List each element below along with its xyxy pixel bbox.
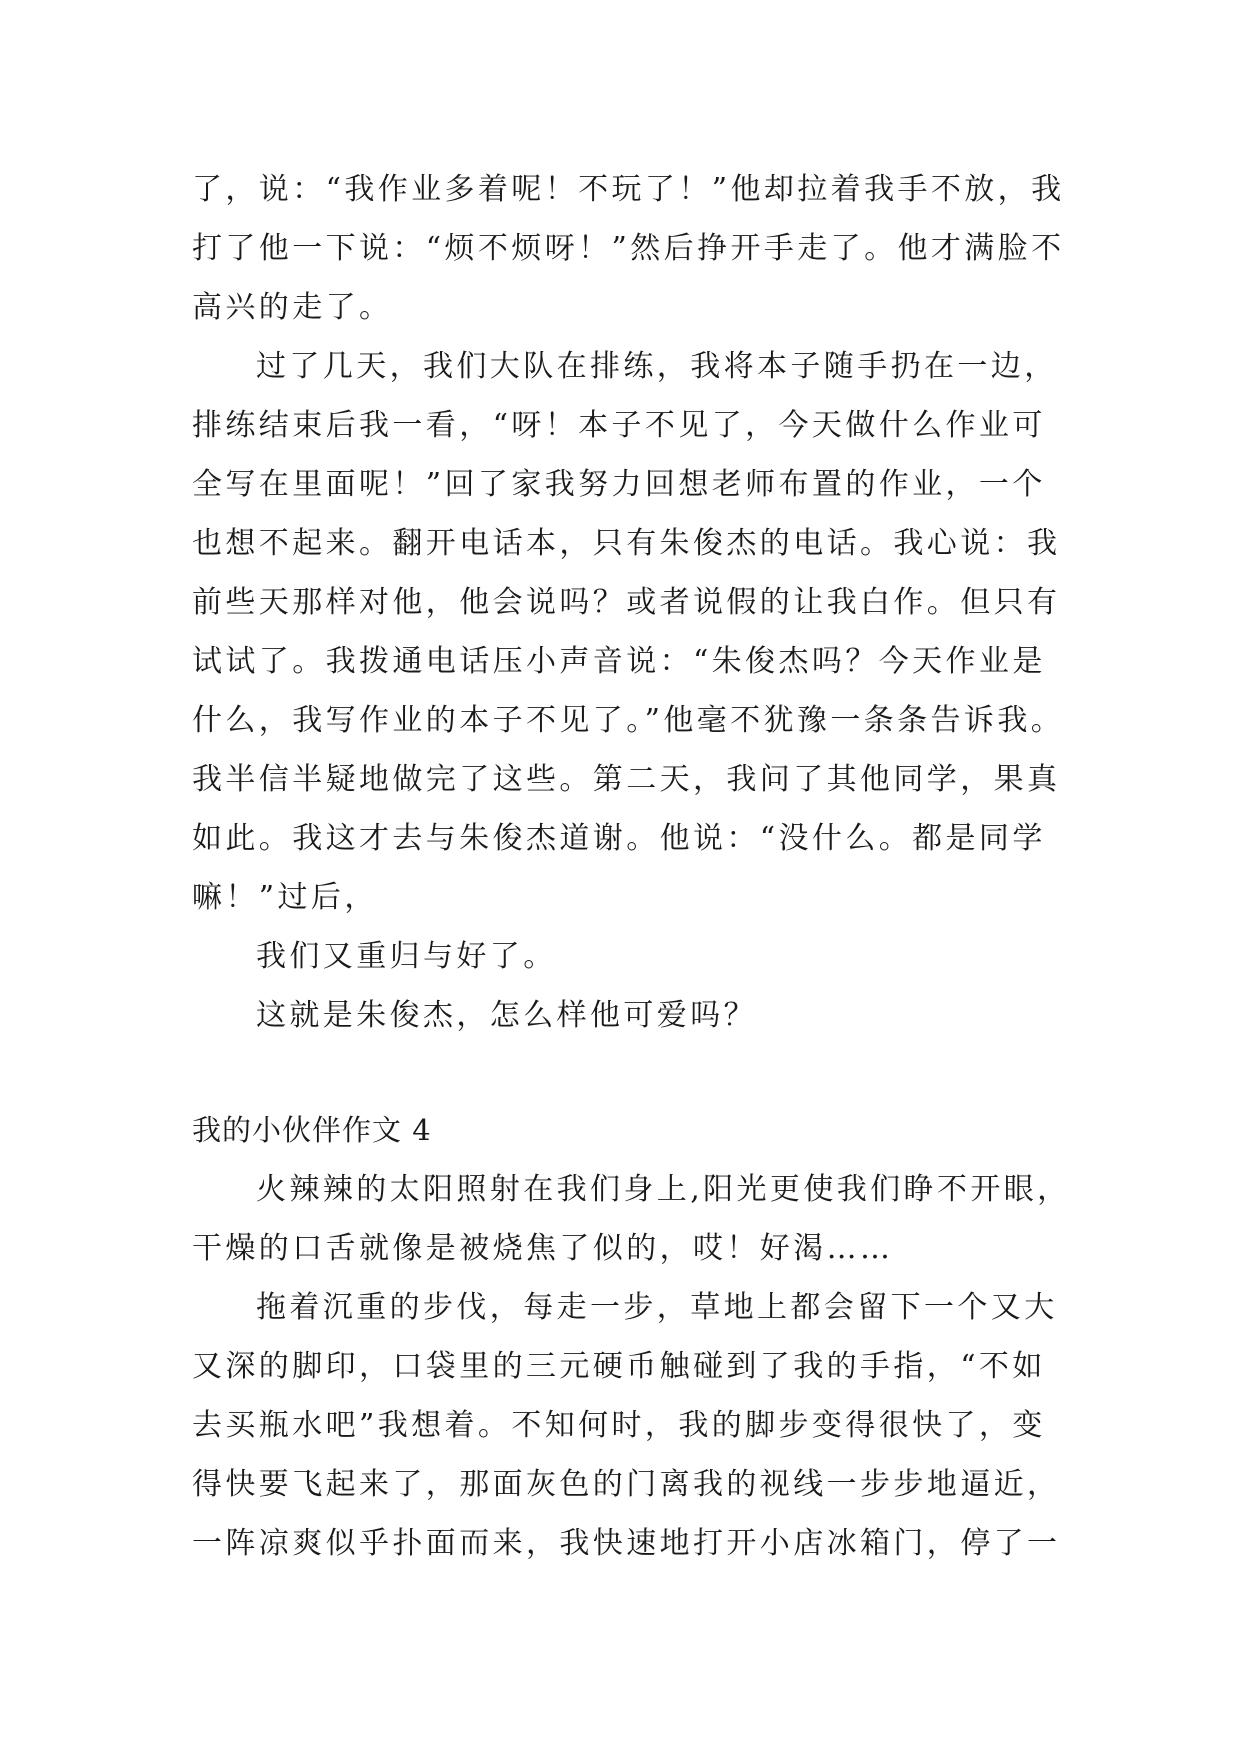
text-line: 我半信半疑地做完了这些。第二天，我问了其他同学，果真 [192, 762, 1061, 797]
text-line: 得快要飞起来了，那面灰色的门离我的视线一步步地逼近， [192, 1467, 1061, 1502]
text-line: 又深的脚印，口袋里的三元硬币触碰到了我的手指，“不如 [192, 1349, 1046, 1384]
paragraph-first-line: 过了几天，我们大队在排练，我将本子随手扔在一边， [256, 349, 1058, 384]
paragraph-first-line: 我们又重归与好了。 [256, 939, 557, 974]
text-line: 排练结束后我一看，“呀！本子不见了，今天做什么作业可 [192, 408, 1046, 443]
text-line: 了，说：“我作业多着呢！不玩了！”他却拉着我手不放，我 [192, 172, 1065, 207]
essay-text [192, 160, 1072, 1573]
text-line: 一阵凉爽似乎扑面而来，我快速地打开小店冰箱门，停了一 [192, 1526, 1061, 1561]
text-line: 嘛！”过后， [192, 880, 378, 915]
essay-title: 我的小伙伴作文 4 [192, 1113, 432, 1147]
text-line: 前些天那样对他，他会说吗？或者说假的让我白作。但只有 [192, 585, 1061, 620]
text-line: 全写在里面呢！”回了家我努力回想老师布置的作业，一个 [192, 467, 1046, 502]
text-line: 什么，我写作业的本子不见了。”他毫不犹豫一条条告诉我。 [192, 703, 1065, 738]
section-gap [192, 1045, 1072, 1101]
paragraph-first-line: 拖着沉重的步伐，每走一步，草地上都会留下一个又大 [256, 1290, 1058, 1325]
text-line: 如此。我这才去与朱俊杰道谢。他说：“没什么。都是同学 [192, 821, 1046, 856]
paragraph-first-line: 火辣辣的太阳照射在我们身上,阳光更使我们睁不开眼， [256, 1172, 1071, 1207]
text-line: 打了他一下说：“烦不烦呀！”然后挣开手走了。他才满脸不 [192, 231, 1065, 266]
text-line: 去买瓶水吧”我想着。不知何时，我的脚步变得很快了，变 [192, 1408, 1046, 1443]
text-line: 试试了。我拨通电话压小声音说：“朱俊杰吗？今天作业是 [192, 644, 1046, 679]
text-line: 高兴的走了。 [192, 290, 393, 325]
text-line: 干燥的口舌就像是被烧焦了似的，哎！好渴…… [192, 1231, 894, 1266]
paragraph-first-line: 这就是朱俊杰，怎么样他可爱吗？ [256, 998, 757, 1033]
text-line: 也想不起来。翻开电话本，只有朱俊杰的电话。我心说：我 [192, 526, 1061, 561]
